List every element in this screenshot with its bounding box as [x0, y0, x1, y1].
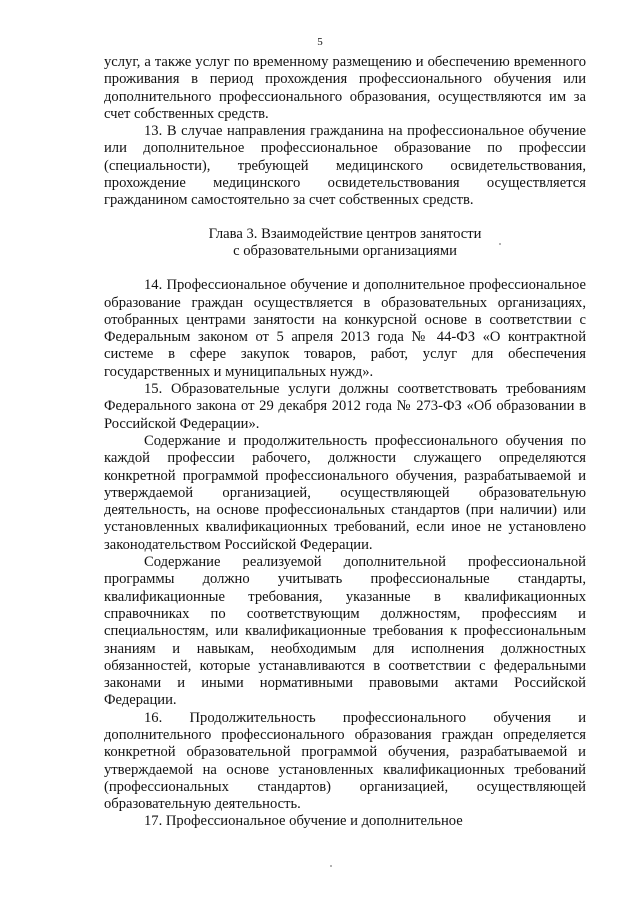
- paragraph-13: 13. В случае направления гражданина на профессиональное обучение или дополнительное профессиональное образование по профессии (специальности), требующей медицинского освидетельствования, прохождение медицинского освидетельствования осуществляется гражданином самостоятельно за счет собственных средств.: [104, 123, 586, 209]
- paragraph-14: 14. Профессиональное обучение и дополнительное профессиональное образование граждан осуществляется в образовательных организациях, отобранных центрами занятости на конкурсной основе в соответствии с Федеральным законом от 5 апреля 2013 года № 44-ФЗ «О контрактной системе в сфере закупок товаров, работ, услуг для обеспечения государственных и муниципальных нужд».: [104, 277, 586, 380]
- paragraph-17: 17. Профессиональное обучение и дополнительное: [144, 813, 463, 830]
- page-number: 5: [317, 36, 323, 48]
- paragraph-16: 16. Продолжительность профессионального обучения и дополнительного профессионального образования граждан определяется конкретной образовательной программой обучения, разрабатываемой и утверждаемой на основе установленных квалификационных требований (профессиональных стандартов) организацией, осуществляющей образовательную деятельность.: [104, 709, 586, 813]
- chapter-title-line-1: Глава 3. Взаимодействие центров занятости: [208, 225, 482, 242]
- chapter-heading: [104, 226, 586, 261]
- paragraph-continuation: услуг, а также услуг по временному размещению и обеспечению временного проживания в период прохождения профессионального обучения или дополнительного профессионального образования, осуществляются им за счет собственных средств.: [104, 54, 586, 122]
- paragraph-15-program: Содержание реализуемой дополнительной профессиональной программы должно учитывать профессиональные стандарты, квалификационные требования, указанные в квалификационных справочниках по соответствующим должностям, профессиям и специальностям, или квалификационные требования к профессиональным знаниям и навыкам, необходимым для исполнения должностных обязанностей, которые устанавливаются в соответствии с федеральными законами и иными нормативными правовыми актами Российской Федерации.: [104, 554, 586, 709]
- paragraph-15: 15. Образовательные услуги должны соответствовать требованиям Федерального закона от 29 декабря 2012 года № 273-ФЗ «Об образовании в Российской Федерации».: [104, 381, 586, 432]
- document-body: [104, 54, 586, 831]
- chapter-title-line-2: с образовательными организациями: [233, 242, 457, 259]
- paragraph-15-content: Содержание и продолжительность профессионального обучения по каждой профессии рабочего, должности служащего определяются конкретной программой профессионального обучения, разрабатываемой и утверждаемой организацией, осуществляющей образовательную деятельность, на основе профессиональных стандартов (при наличии) или установленных квалификационных требований, если иное не установлено законодательством Российской Федерации.: [104, 432, 586, 553]
- scan-speck: [330, 865, 332, 867]
- scan-speck: [499, 243, 501, 245]
